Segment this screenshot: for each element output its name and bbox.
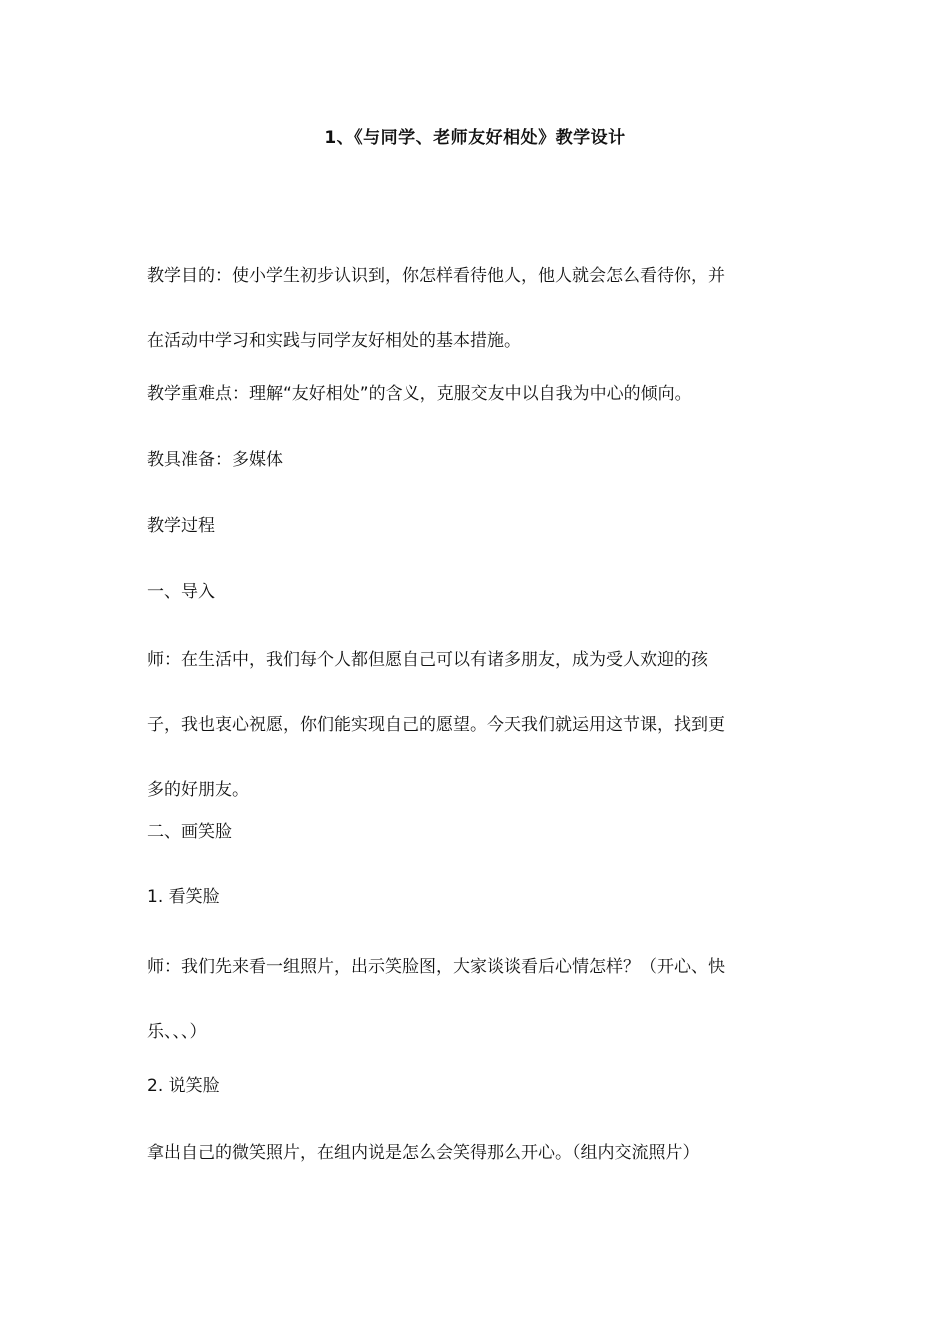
- paragraph-line: 师：在生活中，我们每个人都但愿自己可以有诸多朋友，成为受人欢迎的孩: [147, 650, 708, 670]
- paragraph-group-exchange: [147, 1141, 812, 1165]
- paragraph-line: 一、导入: [147, 582, 215, 602]
- paragraph-line: 教学重难点：理解“友好相处”的含义，克服交友中以自我为中心的倾向。: [147, 384, 692, 404]
- heading-teaching-process: [147, 514, 812, 538]
- subheading-look-smile: [147, 885, 812, 909]
- paragraph-introduction: [147, 648, 812, 802]
- paragraph-teaching-goal: [147, 264, 812, 353]
- paragraph-line: 拿出自己的微笑照片，在组内说是怎么会笑得那么开心。（组内交流照片）: [147, 1143, 700, 1163]
- paragraph-line: 教学过程: [147, 516, 215, 536]
- paragraph-key-points: [147, 382, 812, 406]
- heading-section-one: [147, 580, 812, 604]
- paragraph-line: 二、画笑脸: [147, 822, 232, 842]
- heading-section-two: [147, 820, 812, 844]
- paragraph-line: 子，我也衷心祝愿，你们能实现自己的愿望。今天我们就运用这节课，找到更: [147, 715, 725, 735]
- paragraph-line: 师：我们先来看一组照片，出示笑脸图，大家谈谈看后心情怎样？（开心、快: [147, 957, 725, 977]
- paragraph-photo-discussion: [147, 955, 812, 1044]
- paragraph-line: 教学目的：使小学生初步认识到，你怎样看待他人，他人就会怎么看待你，并: [147, 266, 725, 286]
- paragraph-line: 在活动中学习和实践与同学友好相处的基本措施。: [147, 331, 521, 351]
- paragraph-line: 2. 说笑脸: [147, 1076, 220, 1096]
- document-title: 1、《与同学、老师友好相处》教学设计: [324, 128, 626, 148]
- paragraph-line: 乐、、、）: [147, 1022, 207, 1042]
- paragraph-line: 教具准备：多媒体: [147, 450, 283, 470]
- subheading-talk-smile: [147, 1074, 812, 1098]
- paragraph-materials: [147, 448, 812, 472]
- paragraph-line: 1. 看笑脸: [147, 887, 220, 907]
- paragraph-line: 多的好朋友。: [147, 780, 249, 800]
